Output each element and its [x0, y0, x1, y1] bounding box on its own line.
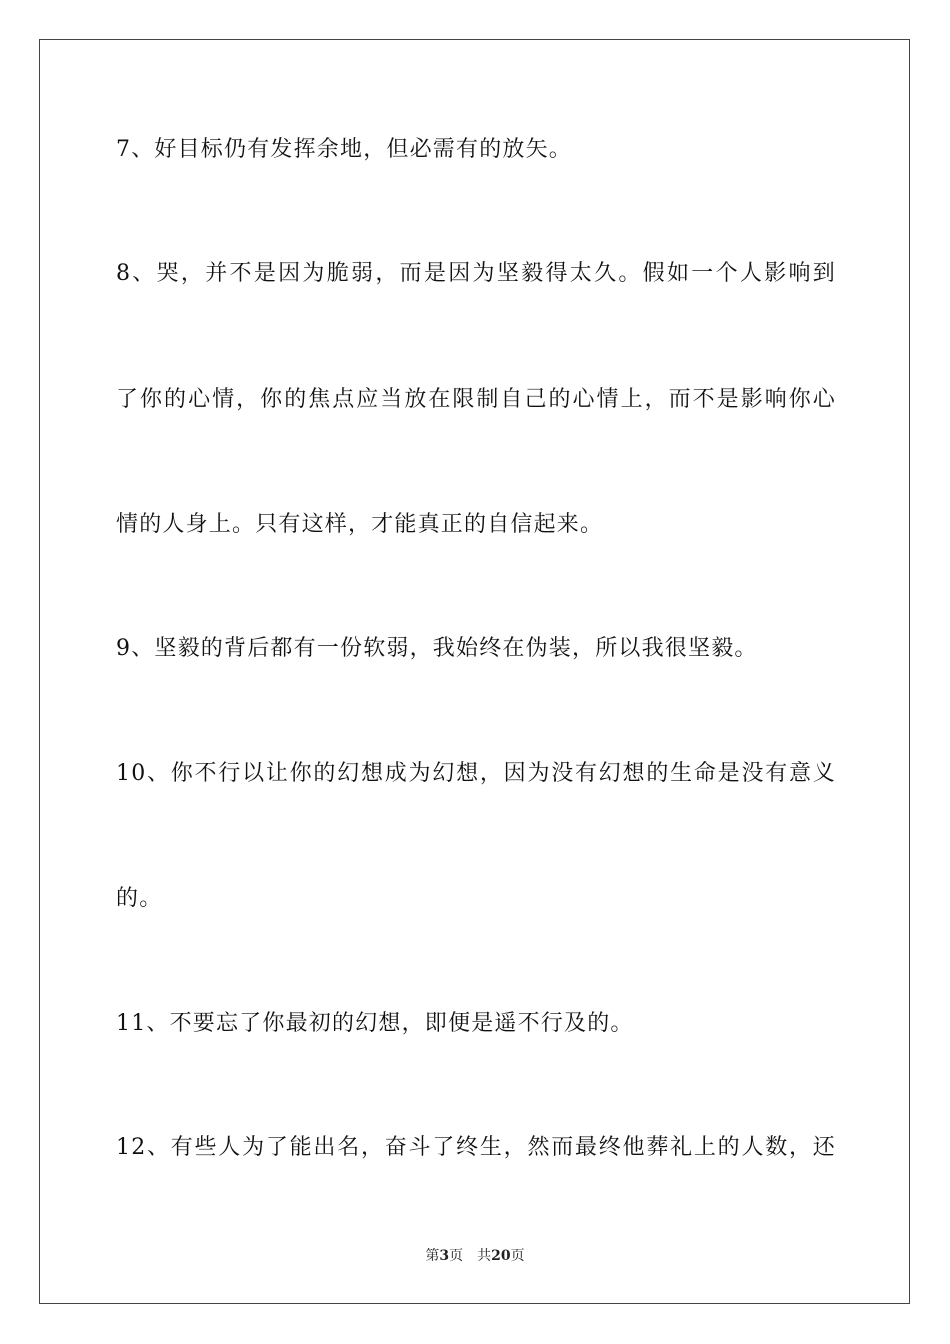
page-label-prefix: 第 [425, 1248, 440, 1264]
text-line: 8、哭，并不是因为脆弱，而是因为坚毅得太久。假如一个人影响到 [116, 261, 836, 286]
total-label-prefix: 共 [477, 1248, 492, 1264]
page-number: 3 [439, 1248, 450, 1264]
text-line: 10、你不行以让你的幻想成为幻想，因为没有幻想的生命是没有意义 [116, 761, 836, 786]
text-line: 7、好目标仍有发挥余地，但必需有的放矢。 [116, 137, 572, 162]
text-line: 9、坚毅的背后都有一份软弱，我始终在伪装，所以我很坚毅。 [116, 636, 758, 661]
total-pages: 20 [491, 1248, 511, 1264]
text-line: 12、有些人为了能出名，奋斗了终生，然而最终他葬礼上的人数，还 [116, 1135, 836, 1160]
text-line: 11、不要忘了你最初的幻想，即便是遥不行及的。 [116, 1011, 634, 1036]
text-line: 的。 [116, 886, 163, 911]
page-label-suffix: 页 [449, 1248, 464, 1264]
text-line: 情的人身上。只有这样，才能真正的自信起来。 [116, 512, 604, 537]
total-label-suffix: 页 [510, 1248, 525, 1264]
text-line: 了你的心情，你的焦点应当放在限制自己的心情上，而不是影响你心 [116, 387, 836, 412]
page-border [39, 39, 910, 1304]
page-footer [0, 1246, 950, 1266]
